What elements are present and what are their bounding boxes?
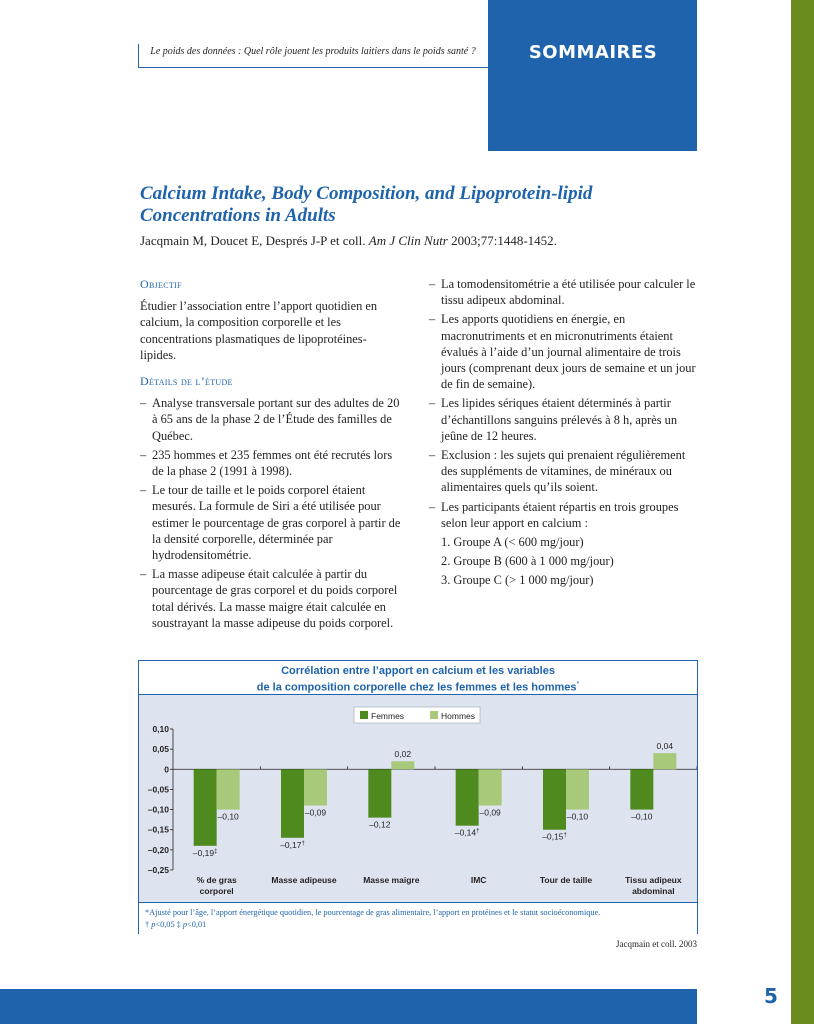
footnote-significance (145, 919, 691, 931)
footer-bar (0, 989, 697, 1024)
citation-authors: Jacqmain M, Doucet E, Després J-P et coll. (140, 233, 366, 248)
data-label: –0,14† (454, 827, 480, 838)
significance-mark: † (476, 828, 480, 835)
objective-heading: Objectif (140, 277, 182, 291)
figure-footnotes (139, 902, 697, 934)
list-dash: – (140, 447, 147, 462)
y-tick-label: –0,20 (147, 844, 169, 855)
data-label: –0,12 (369, 819, 391, 830)
bar-femmes (630, 769, 653, 809)
data-label: –0,17† (280, 839, 305, 850)
legend-swatch-hommes (430, 711, 438, 719)
left-column (140, 276, 402, 634)
bar-hommes (653, 753, 676, 769)
list-item (429, 395, 699, 444)
article-title: Calcium Intake, Body Composition, and Lipoprotein-lipid Concentrations in Adults (140, 183, 593, 226)
data-label: 0,04 (656, 741, 674, 752)
list-item (140, 447, 402, 479)
category-label: Tour de taille (539, 875, 593, 885)
list-dash: – (429, 312, 436, 327)
footnote-threshold1: <0,05 ‡ (155, 920, 183, 929)
legend-label-hommes: Hommes (441, 711, 476, 721)
category-label: Tissu adipeux (625, 875, 682, 885)
category-label: Masse adipeuse (271, 875, 337, 885)
significance-mark: ‡ (214, 848, 218, 855)
data-label: –0,10 (566, 811, 589, 822)
calcium-group-item: 3. Groupe C (> 1 000 mg/jour) (441, 573, 594, 588)
bar-hommes (217, 769, 240, 809)
bar-hommes (304, 769, 327, 805)
y-tick-label: –0,15 (147, 824, 169, 835)
list-item-text: Analyse transversale portant sur des adultes de 20 à 65 ans de la phase 2 de l’Étude des familles de Québec. (152, 396, 400, 443)
y-tick-label: 0,05 (152, 744, 169, 755)
legend-label-femmes: Femmes (371, 711, 405, 721)
bar-femmes (543, 769, 566, 829)
page-number: 5 (764, 984, 778, 1008)
category-label: corporel (199, 886, 234, 896)
bar-femmes (368, 769, 391, 817)
list-dash: – (429, 499, 436, 514)
category-label: abdominal (632, 886, 675, 896)
category-label: % de gras (196, 875, 237, 885)
data-label: 0,02 (394, 749, 412, 760)
list-dash: – (140, 396, 147, 411)
footnote-adjusted: *Ajusté pour l’âge, l’apport énergétique quotidien, le pourcentage de gras alimentaire, l’apport en protéines et le statut socioéconomique. (145, 908, 601, 917)
list-item (140, 566, 402, 631)
list-item (140, 395, 402, 444)
legend-swatch-femmes (360, 711, 368, 719)
y-tick-label: –0,10 (147, 804, 169, 815)
objective-text: Étudier l’association entre l’apport quotidien en calcium, la composition corporelle et les concentrations plasmatiques de lipoprotéines-lipides. (140, 299, 378, 362)
figure-title-line2: de la composition corporelle chez les femmes et les hommes (256, 681, 577, 694)
calcium-group-item: 2. Groupe B (600 à 1 000 mg/jour) (441, 554, 614, 569)
list-item-text: Exclusion : les sujets qui prenaient régulièrement des suppléments de vitamines, de minéraux ou alimentaires quels qu’ils soient. (441, 448, 686, 495)
list-item (140, 482, 402, 563)
data-label: –0,19‡ (192, 847, 218, 858)
section-label: SOMMAIRES (528, 42, 658, 63)
list-item-text: Les participants étaient répartis en trois groupes selon leur apport en calcium : (441, 499, 679, 530)
details-list-right (429, 276, 699, 531)
list-item (429, 447, 699, 496)
header-rule (138, 67, 488, 68)
right-edge-bar (791, 0, 814, 1024)
list-dash: – (429, 396, 436, 411)
details-heading: Détails de l’étude (140, 374, 233, 389)
section-tab (488, 0, 697, 151)
figure-title (139, 664, 697, 695)
list-item-text: 235 hommes et 235 femmes ont été recrutés lors de la phase 2 (1991 à 1998). (152, 447, 393, 479)
citation-journal: Am J Clin Nutr (368, 233, 448, 248)
footnote-threshold2: <0,01 (187, 920, 207, 929)
footnote-p1: p (151, 920, 156, 929)
calcium-group-list (429, 534, 699, 589)
list-dash: – (140, 567, 147, 582)
bar-hommes (566, 769, 589, 809)
calcium-group-item: 1. Groupe A (< 600 mg/jour) (441, 535, 584, 550)
bar-femmes (194, 769, 217, 846)
list-item (429, 499, 699, 531)
y-tick-label: –0,05 (147, 784, 169, 795)
article-citation (140, 233, 680, 249)
data-label: –0,15† (542, 831, 567, 842)
figure-box (138, 660, 698, 934)
figure-title-mark: * (576, 681, 580, 688)
figure-title-area (139, 661, 697, 695)
running-head: Le poids des données : Quel rôle jouent les produits laitiers dans le poids santé ? (150, 46, 476, 57)
significance-mark: † (563, 832, 567, 839)
bar-hommes (391, 761, 414, 769)
header-rule-vertical (138, 44, 139, 68)
y-tick-label: 0,10 (152, 724, 169, 734)
citation-volume: 2003;77:1448-1452. (451, 233, 557, 248)
category-label: Masse maigre (363, 875, 420, 885)
figure-credit: Jacqmain et coll. 2003 (616, 939, 697, 949)
y-tick-label: –0,25 (147, 865, 169, 875)
list-item (429, 311, 699, 392)
bar-femmes (281, 769, 304, 837)
list-dash: – (140, 483, 147, 498)
data-label: –0,10 (631, 811, 653, 822)
list-item (429, 276, 699, 308)
list-item-text: La masse adipeuse était calculée à partir du pourcentage de gras corporel et du poids corporel total dérivés. La masse maigre était calculée en soustrayant la masse adipeuse du poids corporel. (152, 567, 398, 630)
footnote-p2: p (182, 920, 188, 929)
right-column (429, 276, 699, 592)
list-item-text: La tomodensitométrie a été utilisée pour calculer le tissu adipeux abdominal. (441, 277, 696, 308)
figure-title-line1: Corrélation entre l’apport en calcium et les variables (281, 665, 555, 677)
list-item-text: Les apports quotidiens en énergie, en macronutriments et en micronutriments étaient évalués à l’aide d’un journal alimentaire de trois jours (comprenant deux jours de semaine et un jour de fin de semaine). (441, 312, 696, 392)
significance-mark: † (301, 840, 305, 847)
list-item-text: Le tour de taille et le poids corporel étaient mesurés. La formule de Siri a été utilisée pour estimer le pourcentage de gras corporel à partir de la densité corporelle, déterminée par hydrodensitométrie. (152, 483, 401, 563)
data-label: –0,09 (479, 807, 501, 818)
bar-femmes (456, 769, 479, 825)
y-tick-label: 0 (164, 764, 169, 775)
details-list-left (140, 395, 402, 631)
data-label: –0,09 (304, 807, 327, 818)
footnote-dagger: † (145, 920, 152, 929)
list-dash: – (429, 277, 436, 291)
list-dash: – (429, 448, 436, 463)
correlation-bar-chart (139, 696, 697, 902)
data-label: –0,10 (217, 811, 239, 822)
list-item-text: Les lipides sériques étaient déterminés à partir d’échantillons sanguins prélevés à 8 h, après un jeûne de 12 heures. (441, 396, 678, 443)
category-label: IMC (470, 875, 487, 885)
bar-hommes (479, 769, 502, 805)
